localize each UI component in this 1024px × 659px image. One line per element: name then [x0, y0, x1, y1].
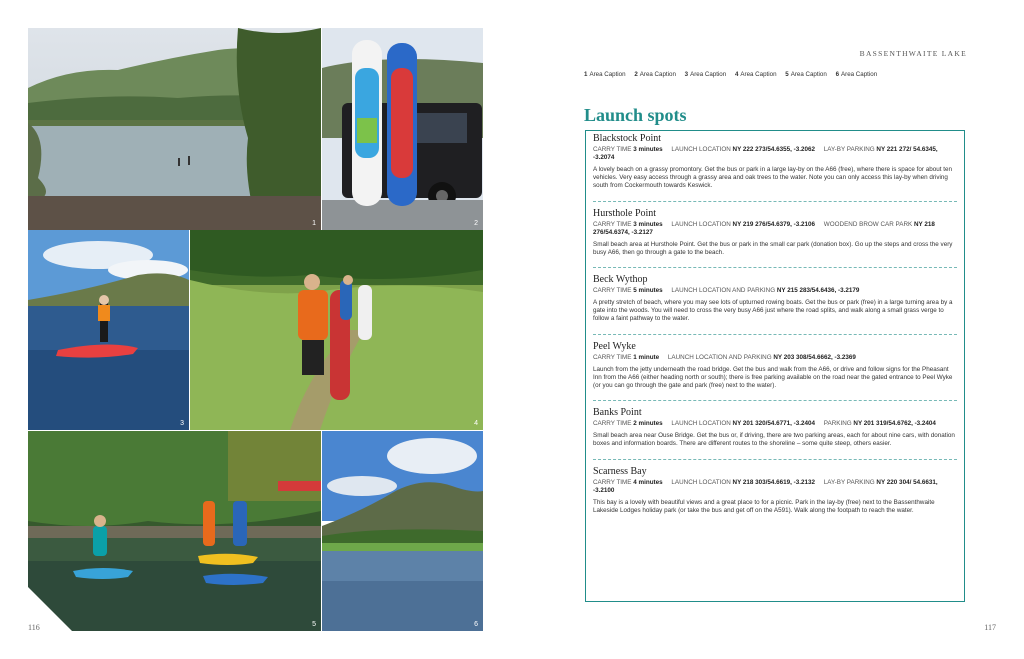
photo-6	[322, 431, 483, 631]
spot-meta: CARRY TIME 3 minutes LAUNCH LOCATION NY 222 273/54.6355, -3.2062 LAY-BY PARKING NY 221 272/ 54.6345, -3.2074	[593, 146, 938, 161]
spot-description: A lovely beach on a grassy promontory. Get the bus or park in a large lay-by on the A66 (free), where there is space for about ten vehicles. Very easy access through a grassy area and oak trees to the water. Note you can only access this lay-by when driving south from Cockermouth towards Keswick.	[593, 166, 953, 190]
caption-6: 6 Area Caption	[835, 71, 878, 78]
section-title: Launch spots	[584, 105, 687, 125]
spot-name: Peel Wyke	[593, 340, 636, 352]
photo-number: 4	[474, 420, 478, 427]
page-number-left: 116	[28, 623, 40, 632]
spot-meta: CARRY TIME 4 minutes LAUNCH LOCATION NY 218 303/54.6619, -3.2132 LAY-BY PARKING NY 220 304/ 54.6631, -3.2100	[593, 478, 938, 494]
spot-banks-point	[593, 407, 957, 459]
photo-number: 1	[312, 220, 316, 227]
caption-2: 2 Area Caption	[634, 71, 676, 78]
spot-meta: CARRY TIME 5 minutes LAUNCH LOCATION AND PARKING NY 215 283/54.6436, -3.2179	[593, 287, 860, 295]
spot-description: A pretty stretch of beach, where you may see lots of upturned rowing boats. Get the bus or park (free) in a large turning area by a gate into the woods. You will need to cross the very busy A66 just where the road splits, and walk along a small grass verge to follow a faint pathway to the water.	[593, 299, 953, 323]
caption-5: 5 Area Caption	[785, 71, 827, 78]
spot-meta: CARRY TIME 3 minutes LAUNCH LOCATION NY 219 276/54.6379, -3.2106 WOODEND BROW CAR PARK NY 218 276/54.6374, -3.2127	[593, 220, 935, 236]
spot-name: Blackstock Point	[593, 133, 662, 144]
page-number-right: 117	[984, 623, 996, 632]
photo-number: 5	[312, 621, 316, 628]
photo-2	[322, 28, 483, 230]
spot-description: Small beach area near Ouse Bridge. Get the bus or, if driving, there are two parking areas, each for about nine cars, with donation boxes and information boards. There are different routes to the shoreline – some quite steep, others easier.	[593, 432, 955, 448]
spot-name: Banks Point	[593, 407, 642, 419]
carrying-boards-field-image	[190, 230, 483, 430]
spot-name: Beck Wythop	[593, 274, 648, 286]
spot-blackstock-point	[593, 133, 957, 202]
spot-hursthole-point	[593, 208, 957, 268]
caption-4: 4 Area Caption	[734, 71, 777, 78]
lake-fells-sky-image	[322, 431, 483, 631]
spot-name: Hursthole Point	[593, 207, 657, 219]
photo-number: 3	[180, 420, 184, 427]
photo-1	[28, 28, 321, 230]
photo-4	[190, 230, 483, 430]
spot-description: This bay is a lovely with beautiful views and a great place to for a picnic. Park in the lay-by (free) next to the Bassenthwaite Lakeside Lodges holiday park (or take the bus and get off on the A591). Walk along the footpath to reach the water.	[593, 498, 935, 514]
spot-peel-wyke	[593, 341, 957, 402]
spot-name: Scarness Bay	[593, 465, 647, 477]
caption-list	[584, 71, 884, 78]
spot-meta: CARRY TIME 2 minutes LAUNCH LOCATION NY 201 320/54.6771, -3.2404 PARKING NY 201 319/54.6762, -3.2404	[593, 420, 936, 428]
spot-scarness-bay	[593, 466, 957, 525]
spot-description: Launch from the jetty underneath the road bridge. Get the bus and walk from the A66, or drive and follow signs for the Pheasant Inn from the A66 (either heading north or south); there is free parking available on the road near the gated entrance to Peel Wyke (or you can go through the gate and park (free) next to the water).	[593, 365, 953, 390]
caption-3: 3 Area Caption	[684, 71, 727, 78]
running-head: BASSENTHWAITE LAKE	[859, 49, 967, 58]
paddleboarder-lake-image	[28, 230, 189, 430]
paddleboards-van-image	[322, 28, 483, 230]
spot-beck-wythop	[593, 274, 957, 335]
caption-1: 1 Area Caption	[584, 71, 626, 78]
lake-mountain-image	[28, 28, 321, 230]
launch-spots-panel	[585, 130, 965, 602]
photo-3	[28, 230, 189, 430]
spot-meta: CARRY TIME 1 minute LAUNCH LOCATION AND PARKING NY 203 308/54.6662, -3.2369	[593, 353, 856, 361]
photo-number: 6	[474, 621, 478, 628]
spot-description: Small beach area at Hursthole Point. Get the bus or park in the small car park (donation box). Go up the steps and cross the very busy A66, then go through a gate to the beach.	[593, 240, 953, 256]
photo-number: 2	[474, 220, 478, 227]
